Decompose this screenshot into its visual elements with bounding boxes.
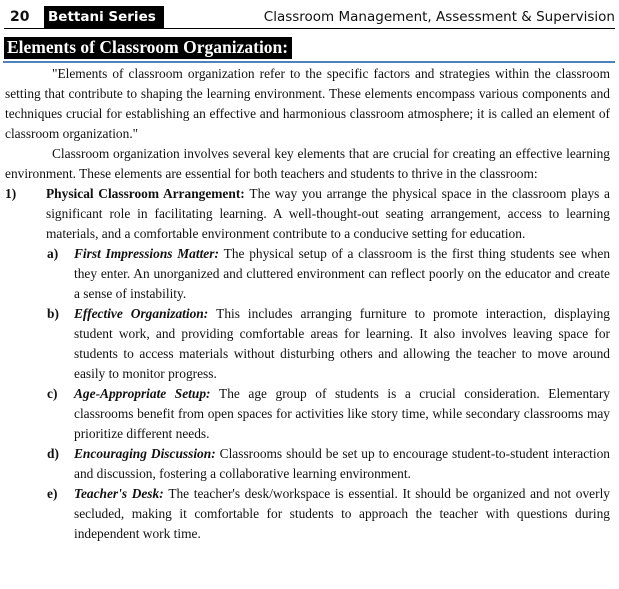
section-heading: Elements of Classroom Organization: xyxy=(4,37,292,59)
sub-item-text: Classrooms should be set up to encourage student-to-student interaction and discussion, fostering a collaborative learning environment. xyxy=(74,446,610,481)
sub-item-body xyxy=(74,304,610,384)
sub-item-body xyxy=(74,244,610,304)
item-text: The way you arrange the physical space in the classroom plays a significant role in facilitating learning. A well-thought-out seating arrangement, access to learning materials, and a comfortable environment contribute to a conducive setting for education. xyxy=(46,186,610,241)
sub-item-text: The teacher's desk/workspace is essential. It should be organized and not overly secluded, making it comfortable for students to approach the teacher with questions during independent work time. xyxy=(74,486,610,541)
sub-item-body xyxy=(74,484,610,544)
sub-item-label: e) xyxy=(47,486,58,501)
sub-item xyxy=(5,384,610,444)
item-title: Physical Classroom Arrangement: xyxy=(46,186,250,201)
sub-item-title: Teacher's Desk: xyxy=(74,486,169,501)
book-title: Classroom Management, Assessment & Supervision xyxy=(263,9,615,25)
sub-item-title: First Impressions Matter: xyxy=(74,246,224,261)
definition-paragraph: "Elements of classroom organization refer to the specific factors and strategies within the classroom setting that contribute to shaping the learning environment. These elements encompass various components and techniques crucial for establishing an effective and harmonious classroom atmosphere; it is called an element of classroom organization." xyxy=(5,66,610,141)
sub-item xyxy=(5,244,610,304)
header-spacer xyxy=(164,6,264,28)
page-body xyxy=(5,64,610,544)
sub-item-label: c) xyxy=(47,386,58,401)
sub-item-title: Encouraging Discussion: xyxy=(74,446,220,461)
sub-item xyxy=(5,444,610,484)
sub-item-label: d) xyxy=(47,446,59,461)
sub-item-body xyxy=(74,444,610,484)
sub-item-text: This includes arranging furniture to promote interaction, displaying student work, and providing comfortable areas for learning. It also involves leaving space for students to access materials without disturbing others and allowing the teacher to move around easily to monitor progress. xyxy=(74,306,610,381)
series-label: Bettani Series xyxy=(44,6,164,28)
sub-item-label: b) xyxy=(47,306,59,321)
heading-rule xyxy=(3,61,615,63)
sub-item xyxy=(5,484,610,544)
sub-item-body xyxy=(74,384,610,444)
sub-item-text: The physical setup of a classroom is the first thing students see when they enter. An unorganized and cluttered environment can reflect poorly on the educator and create a sense of instability. xyxy=(74,246,611,301)
page-number: 20 xyxy=(10,9,30,25)
item-body xyxy=(46,184,610,244)
page-header xyxy=(4,6,615,29)
item-number: 1) xyxy=(5,186,17,201)
intro-paragraph: Classroom organization involves several key elements that are crucial for creating an effective learning environment. These elements are essential for both teachers and students to thrive in the classroom: xyxy=(5,146,610,181)
sub-item-title: Age-Appropriate Setup: xyxy=(74,386,220,401)
sub-item xyxy=(5,304,610,384)
sub-item-title: Effective Organization: xyxy=(74,306,217,321)
list-item xyxy=(5,184,610,244)
sub-item-text: The age group of students is a crucial consideration. Elementary classrooms benefit from open spaces for activities like story time, while secondary classrooms may prioritize different needs. xyxy=(74,386,610,441)
sub-item-label: a) xyxy=(47,246,59,261)
